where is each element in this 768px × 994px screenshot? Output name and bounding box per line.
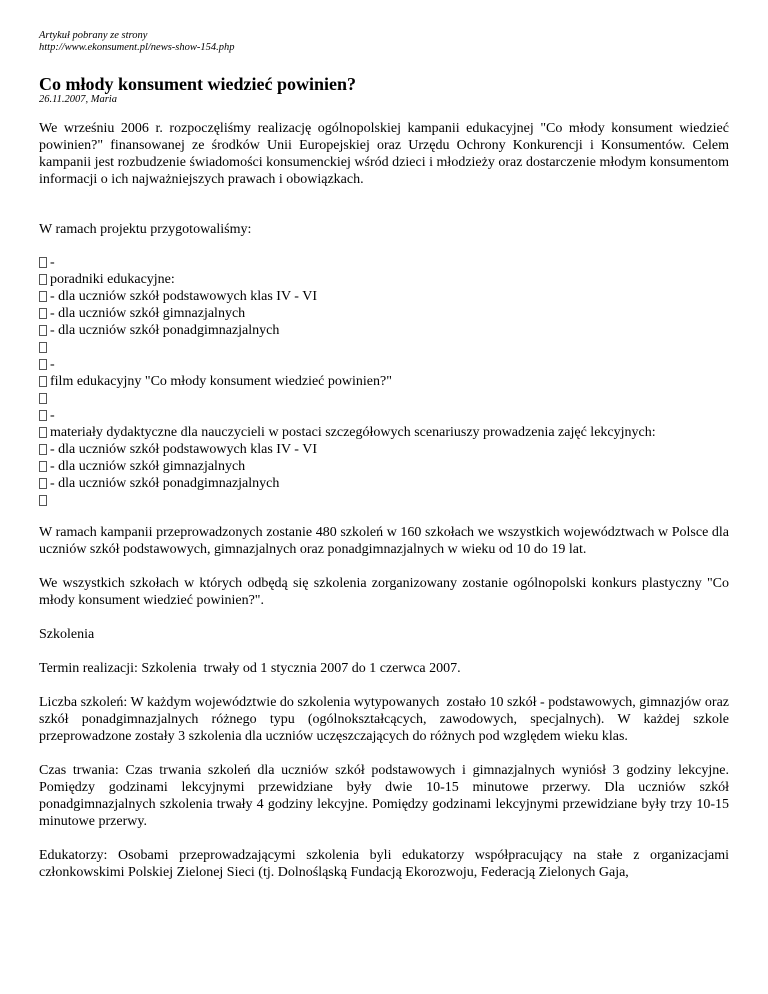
trainings-paragraph: W ramach kampanii przeprowadzonych zostanie 480 szkoleń w 160 szkołach we wszystkich województwach w Polsce dla uczniów szkół podstawowych, gimnazjalnych oraz ponadgimnazjalnych w wieku od 10 do 19 lat.: [39, 525, 729, 557]
list-item: - dla uczniów szkół ponadgimnazjalnych: [39, 322, 729, 339]
list-item: - dla uczniów szkół ponadgimnazjalnych: [39, 475, 729, 492]
contest-paragraph: We wszystkich szkołach w których odbędą się szkolenia zorganizowany zostanie ogólnopolski konkurs plastyczny "Co młody konsument wiedzieć powinien?".: [39, 576, 729, 608]
missing-glyph-icon: [39, 308, 47, 319]
list-item: poradniki edukacyjne:: [39, 271, 729, 288]
missing-glyph-icon: [39, 393, 47, 404]
list-item: materiały dydaktyczne dla nauczycieli w postaci szczegółowych scenariuszy prowadzenia zajęć lekcyjnych:: [39, 424, 729, 441]
missing-glyph-icon: [39, 410, 47, 421]
list-item: - dla uczniów szkół gimnazjalnych: [39, 458, 729, 475]
list-item: [39, 339, 729, 356]
educators-paragraph: Edukatorzy: Osobami przeprowadzającymi szkolenia byli edukatorzy współpracujący na stałe z organizacjami członkowskimi Polskiej Zielonej Sieci (tj. Dolnośląską Fundacją Ekorozwoju, Federacją Zielonych Gaja,: [39, 848, 729, 880]
missing-glyph-icon: [39, 478, 47, 489]
missing-glyph-icon: [39, 461, 47, 472]
list-item: -: [39, 356, 729, 373]
materials-list: [39, 254, 729, 509]
missing-glyph-icon: [39, 274, 47, 285]
missing-glyph-icon: [39, 257, 47, 268]
missing-glyph-icon: [39, 376, 47, 387]
article-title: Co młody konsument wiedzieć powinien?: [39, 74, 357, 94]
list-item: - dla uczniów szkół podstawowych klas IV - VI: [39, 441, 729, 458]
missing-glyph-icon: [39, 291, 47, 302]
list-item: - dla uczniów szkół gimnazjalnych: [39, 305, 729, 322]
source-url: http://www.ekonsument.pl/news-show-154.php: [39, 42, 235, 53]
list-item: [39, 492, 729, 509]
source-label: Artykuł pobrany ze strony: [39, 30, 148, 41]
duration-paragraph: Czas trwania: Czas trwania szkoleń dla uczniów szkół podstawowych i gimnazjalnych wyniósł 3 godziny lekcyjne. Pomiędzy godzinami lekcyjnymi przewidziane były dwie 10-15 minutowe przerwy. Dla uczniów szkół ponadgimnazjalnych szkolenia trwały 4 godziny lekcyjne. Pomiędzy godzinami lekcyjnymi przewidziane były trzy 10-15 minutowe przerwy.: [39, 763, 729, 829]
list-item: [39, 390, 729, 407]
list-item: -: [39, 407, 729, 424]
term-paragraph: Termin realizacji: Szkolenia trwały od 1 stycznia 2007 do 1 czerwca 2007.: [39, 661, 461, 676]
list-item: film edukacyjny "Co młody konsument wiedzieć powinien?": [39, 373, 729, 390]
missing-glyph-icon: [39, 359, 47, 370]
list-item: -: [39, 254, 729, 271]
missing-glyph-icon: [39, 427, 47, 438]
missing-glyph-icon: [39, 325, 47, 336]
section-heading: Szkolenia: [39, 627, 95, 642]
list-heading: W ramach projektu przygotowaliśmy:: [39, 222, 252, 237]
list-item: - dla uczniów szkół podstawowych klas IV - VI: [39, 288, 729, 305]
missing-glyph-icon: [39, 495, 47, 506]
missing-glyph-icon: [39, 342, 47, 353]
intro-paragraph: We wrześniu 2006 r. rozpoczęliśmy realizację ogólnopolskiej kampanii edukacyjnej "Co młody konsument wiedzieć powinien?" finansowanej ze środków Unii Europejskiej oraz Urzędu Ochrony Konkurencji i Konsumentów. Celem kampanii jest rozbudzenie świadomości konsumenckiej wśród dzieci i młodzieży oraz dostarczenie młodym konsumentom informacji o ich najważniejszych prawach i obowiązkach.: [39, 121, 729, 187]
document-page: [39, 30, 733, 881]
count-paragraph: Liczba szkoleń: W każdym województwie do szkolenia wytypowanych zostało 10 szkół - podstawowych, gimnazjów oraz szkół ponadgimnazjalnych różnego typu (ogólnokształcących, zawodowych, specjalnych). W każdej szkole przeprowadzone zostały 3 szkolenia dla uczniów uczęszczających do różnych pod względem wieku klas.: [39, 695, 733, 744]
missing-glyph-icon: [39, 444, 47, 455]
article-dateline: 26.11.2007, Maria: [39, 94, 117, 105]
